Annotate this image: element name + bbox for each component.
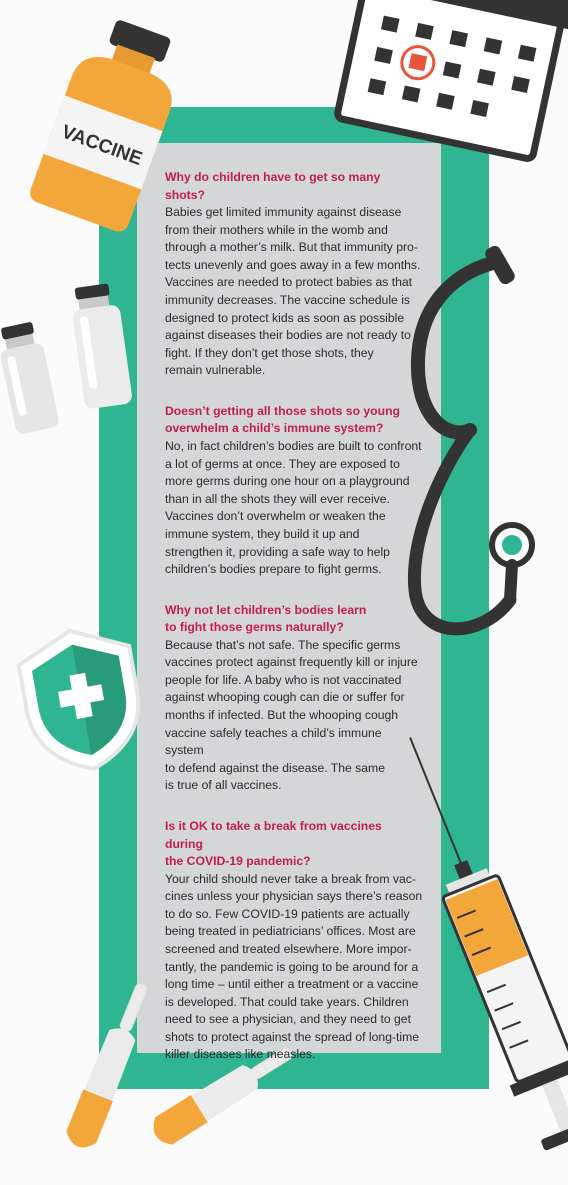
article: [137, 143, 441, 1062]
qa-section: [165, 602, 423, 795]
question-heading: Doesn’t getting all those shots so young overwhelm a child’s immune system?: [165, 403, 400, 436]
answer-text: Your child should never take a break from vac- cines unless your physician says there’s reason to do so. Few COVID-19 patients are actually being treated in pediatricians’ offices. Most are screened and treated elsewhere. More impor- tantly, the pandemic is going to be around for a long time – until either a treatment or a vaccine is developed. That could take years. Children need to see a physician, and they need to get shots to protect against the spread of long-time killer diseases like measles.: [165, 871, 423, 1062]
vial-icon: [0, 320, 60, 435]
question-heading: Is it OK to take a break from vaccines during the COVID-19 pandemic?: [165, 819, 382, 869]
qa-section: [165, 403, 423, 579]
answer-text: Babies get limited immunity against disease from their mothers while in the womb and through a mother’s milk. But that immunity pro- tects unevenly and goes away in a few months. Vaccines are needed to protect babies as that immunity decreases. The vaccine schedule is designed to protect kids as soon as possible against diseases their bodies are not ready to fight. If they don’t get those shots, they remain vulnerable.: [165, 205, 421, 378]
vaccine-label: VACCINE: [58, 121, 145, 171]
answer-text: Because that’s not safe. The specific germs vaccines protect against frequently kill or injure people for life. A baby who is not vaccinated against whooping cough can die or suffer for months if infected. But the whooping cough vaccine safely teaches a child’s immune system to defend against the disease. The same is true of all vaccines.: [165, 637, 418, 793]
qa-section: [165, 818, 423, 1064]
qa-section: [165, 169, 423, 380]
question-heading: Why not let children’s bodies learn to fight those germs naturally?: [165, 602, 367, 635]
question-heading: Why do children have to get so many shots?: [165, 170, 381, 202]
answer-text: No, in fact children’s bodies are built to confront a lot of germs at once. They are exposed to more germs during one hour on a playground than in all the shots they will ever receive. Vaccines don’t overwhelm or weaken the immune system, they build it up and strengthen it, providing a safe way to help children’s bodies prepare to fight germs.: [165, 438, 422, 577]
